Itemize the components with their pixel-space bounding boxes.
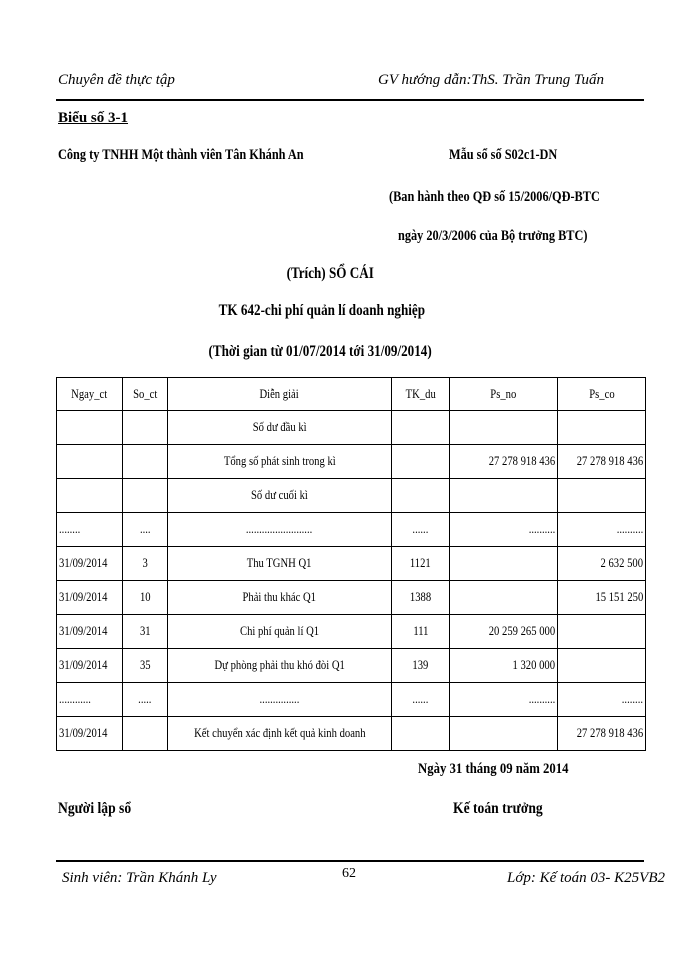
- column-header: [450, 378, 558, 411]
- table-cell: [392, 547, 450, 581]
- table-cell: [450, 683, 558, 717]
- table-cell: [558, 581, 646, 615]
- table-cell-text: Phải thu khác Q1: [242, 590, 317, 604]
- table-cell: [57, 649, 123, 683]
- column-header-text: Diễn giải: [259, 386, 300, 401]
- column-header-text: Ps_co: [588, 386, 615, 401]
- table-cell: [57, 717, 123, 751]
- table-cell: [558, 445, 646, 479]
- table-cell: [558, 683, 646, 717]
- period-title: [0, 343, 670, 361]
- ledger-body: [57, 411, 646, 751]
- table-cell: [392, 411, 450, 445]
- table-cell-text: ..........: [528, 522, 555, 536]
- table-cell: [450, 513, 558, 547]
- column-header: [123, 378, 168, 411]
- table-cell: [558, 717, 646, 751]
- table-cell-text: 2 632 500: [600, 556, 643, 570]
- table-cell: [168, 615, 392, 649]
- table-cell: [168, 581, 392, 615]
- table-cell-text: Chi phí quản lí Q1: [239, 624, 320, 638]
- table-cell: [57, 479, 123, 513]
- header-supervisor: GV hướng dẫn:ThS. Trần Trung Tuấn: [378, 72, 604, 88]
- account-title: [0, 302, 672, 320]
- table-cell-text: ........: [59, 522, 81, 536]
- table-row: [57, 615, 646, 649]
- column-header: [558, 378, 646, 411]
- table-cell: [123, 411, 168, 445]
- table-cell-text: Số dư đầu kì: [252, 420, 307, 434]
- table-cell-text: ..........: [616, 522, 643, 536]
- table-cell: [558, 411, 646, 445]
- table-row: [57, 547, 646, 581]
- header-topic: Chuyên đề thực tập: [58, 72, 175, 88]
- table-cell-text: Dự phòng phải thu khó đòi Q1: [214, 658, 345, 672]
- table-cell: [57, 615, 123, 649]
- preparer-label: Người lập sổ: [58, 800, 132, 817]
- table-cell-text: 15 151 250: [595, 590, 643, 604]
- table-cell: [392, 649, 450, 683]
- table-cell-text: 27 278 918 436: [576, 726, 643, 740]
- table-cell: [168, 411, 392, 445]
- table-row: [57, 513, 646, 547]
- column-header: [392, 378, 450, 411]
- table-cell-text: ......: [412, 522, 429, 536]
- table-cell: [450, 581, 558, 615]
- ledger-title: [0, 265, 680, 283]
- table-cell: [123, 513, 168, 547]
- table-cell: [558, 479, 646, 513]
- table-row: [57, 649, 646, 683]
- table-cell-text: 31/09/2014: [59, 590, 108, 604]
- table-cell: [57, 513, 123, 547]
- table-cell: [123, 445, 168, 479]
- table-row: [57, 683, 646, 717]
- column-header: [168, 378, 392, 411]
- table-cell: [123, 547, 168, 581]
- chief-accountant-label: Kế toán trưởng: [453, 800, 543, 817]
- form-code: Mẫu sổ số S02c1-DN: [449, 147, 558, 163]
- table-cell: [168, 649, 392, 683]
- table-cell: [168, 547, 392, 581]
- table-cell: [168, 683, 392, 717]
- table-cell-text: 1388: [409, 590, 432, 604]
- table-cell: [392, 581, 450, 615]
- table-cell: [123, 649, 168, 683]
- column-header-text: Ps_no: [490, 386, 517, 401]
- table-cell: [450, 615, 558, 649]
- table-cell: [57, 547, 123, 581]
- ledger-table: [56, 377, 646, 751]
- table-cell-text: ......: [412, 692, 429, 706]
- table-cell-text: 3: [142, 556, 148, 570]
- page-number: 62: [342, 866, 356, 881]
- table-cell: [450, 445, 558, 479]
- table-cell: [57, 581, 123, 615]
- table-row: [57, 445, 646, 479]
- table-cell-text: 10: [139, 590, 151, 604]
- ledger-title-text: (Trích) SỔ CÁI: [286, 265, 374, 282]
- table-row: [57, 717, 646, 751]
- table-cell-text: .........................: [246, 522, 313, 536]
- sign-date: Ngày 31 tháng 09 năm 2014: [418, 761, 569, 777]
- table-cell-text: 111: [412, 624, 429, 638]
- table-cell: [450, 649, 558, 683]
- table-cell: [392, 513, 450, 547]
- table-cell-text: Thu TGNH Q1: [247, 556, 312, 570]
- form-number: Biểu số 3-1: [58, 110, 129, 126]
- table-cell: [123, 717, 168, 751]
- table-cell-text: ..........: [528, 692, 555, 706]
- table-cell-text: Kết chuyển xác định kết quả kinh doanh: [193, 726, 366, 740]
- header-divider: [56, 99, 644, 101]
- table-cell: [558, 615, 646, 649]
- table-cell-text: Tổng số phát sinh trong kì: [223, 454, 336, 468]
- account-title-text: TK 642-chi phí quản lí doanh nghiệp: [218, 302, 426, 319]
- table-cell-text: 31/09/2014: [59, 624, 108, 638]
- table-cell: [168, 717, 392, 751]
- period-title-text: (Thời gian từ 01/07/2014 tới 31/09/2014): [208, 343, 432, 360]
- table-cell: [450, 411, 558, 445]
- table-row: [57, 581, 646, 615]
- table-cell: [558, 513, 646, 547]
- column-header-text: Ngay_ct: [71, 386, 108, 401]
- table-cell: [123, 479, 168, 513]
- table-row: [57, 411, 646, 445]
- footer-divider: [56, 860, 644, 862]
- table-cell-text: Số dư cuối kì: [251, 488, 308, 502]
- company-name: Công ty TNHH Một thành viên Tân Khánh An: [58, 147, 304, 163]
- table-cell-text: 27 278 918 436: [576, 454, 643, 468]
- table-cell-text: 31/09/2014: [59, 726, 108, 740]
- table-cell: [450, 717, 558, 751]
- table-cell-text: .....: [138, 692, 152, 706]
- table-cell: [392, 717, 450, 751]
- footer-class: Lớp: Kế toán 03- K25VB2: [507, 870, 665, 886]
- table-cell: [57, 445, 123, 479]
- table-row: [57, 479, 646, 513]
- table-cell: [450, 547, 558, 581]
- column-header: [57, 378, 123, 411]
- table-cell-text: 139: [412, 658, 429, 672]
- table-cell-text: ............: [59, 692, 91, 706]
- table-cell: [392, 683, 450, 717]
- table-cell-text: 1 320 000: [512, 658, 555, 672]
- table-cell: [57, 683, 123, 717]
- table-cell: [123, 581, 168, 615]
- table-cell-text: 1121: [410, 556, 431, 570]
- table-cell: [168, 479, 392, 513]
- table-cell: [450, 479, 558, 513]
- issued-date: ngày 20/3/2006 của Bộ trưởng BTC): [398, 228, 588, 244]
- table-cell: [168, 445, 392, 479]
- table-header-row: [57, 378, 646, 411]
- table-cell: [392, 615, 450, 649]
- table-cell-text: ....: [139, 522, 151, 536]
- table-cell-text: 31/09/2014: [59, 658, 108, 672]
- issued-by: (Ban hành theo QĐ số 15/2006/QĐ-BTC: [389, 189, 600, 205]
- table-cell: [558, 547, 646, 581]
- table-cell-text: 20 259 265 000: [488, 624, 555, 638]
- table-cell: [558, 649, 646, 683]
- table-cell: [168, 513, 392, 547]
- table-cell-text: 31/09/2014: [59, 556, 108, 570]
- table-cell: [123, 615, 168, 649]
- footer-student: Sinh viên: Trần Khánh Ly: [62, 870, 217, 886]
- table-cell-text: 27 278 918 436: [488, 454, 555, 468]
- table-cell: [392, 445, 450, 479]
- table-cell: [57, 411, 123, 445]
- table-cell-text: 31: [139, 624, 151, 638]
- table-cell-text: ...............: [259, 692, 300, 706]
- table-cell-text: ........: [621, 692, 643, 706]
- table-cell: [392, 479, 450, 513]
- table-cell-text: 35: [139, 658, 151, 672]
- column-header-text: So_ct: [132, 386, 158, 401]
- column-header-text: TK_du: [405, 386, 436, 401]
- table-cell: [123, 683, 168, 717]
